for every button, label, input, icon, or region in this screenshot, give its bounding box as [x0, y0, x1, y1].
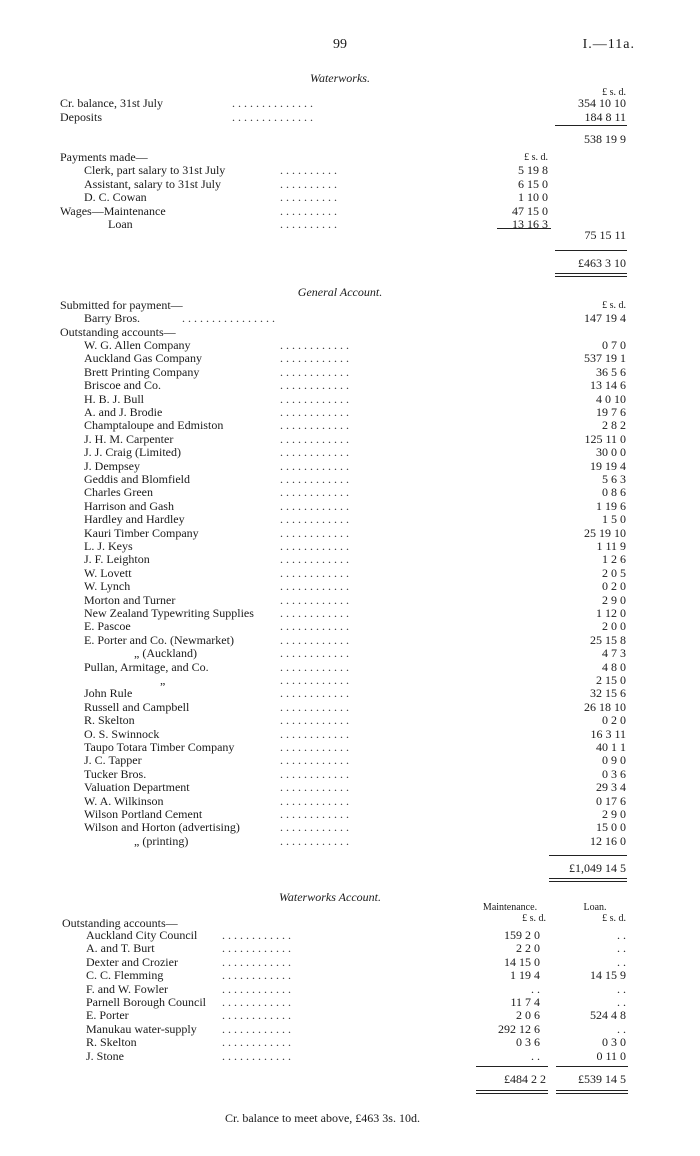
leader-dots: . . . . . . . . . . . .: [222, 954, 291, 969]
amount: 12 16 0: [590, 833, 626, 848]
amount: 47 15 0: [512, 203, 548, 218]
leader-dots: . . . . . . . . . .: [280, 203, 337, 218]
double-rule: [556, 1093, 628, 1094]
table-row: [0, 956, 700, 969]
amount: 25 19 10: [584, 525, 626, 540]
row-label: L. J. Keys: [84, 539, 133, 553]
table-row: [0, 312, 700, 325]
rule: [555, 125, 627, 126]
amount: 13 16 3: [512, 217, 548, 231]
row-label: Clerk, part salary to 31st July: [84, 163, 226, 177]
row-label: Kauri Timber Company: [84, 525, 199, 540]
amount: 2 0 0: [602, 619, 626, 634]
leader-dots: . . . . . . . . . . . .: [222, 968, 291, 983]
row-label: Dexter and Crozier: [86, 954, 178, 969]
row-label: Briscoe and Co.: [84, 378, 161, 393]
leader-dots: . . . . . . . . . . . .: [280, 659, 349, 674]
table-row: [0, 446, 700, 459]
leader-dots: . . . . . . . . . . . .: [280, 512, 349, 527]
table-row: [0, 661, 700, 674]
leader-dots: . . . . . . . . . . . .: [222, 981, 291, 996]
table-row: [0, 594, 700, 607]
table-row: [0, 634, 700, 647]
leader-dots: . . . . . . . . . . . .: [280, 445, 349, 460]
amount: 0 3 6: [602, 766, 626, 781]
row-label: Wilson and Horton (advertising): [84, 820, 240, 835]
row-label: C. C. Flemming: [86, 968, 164, 983]
amount: 36 5 6: [596, 364, 626, 379]
leader-dots: . . . . . . . . . . . .: [280, 592, 349, 607]
row-label: H. B. J. Bull: [84, 391, 145, 406]
loan-amount: . .: [617, 954, 626, 969]
table-row: [0, 1009, 700, 1022]
amount: 6 15 0: [518, 176, 548, 191]
leader-dots: . . . . . . . . . . . .: [280, 780, 349, 795]
amount: 4 7 3: [602, 646, 626, 661]
row-label: W. G. Allen Company: [84, 338, 191, 352]
maintenance-amount: 292 12 6: [498, 1021, 540, 1036]
row-label: A. and T. Burt: [86, 941, 155, 956]
table-row: [0, 929, 700, 942]
table-row: [0, 97, 700, 110]
loan-amount: . .: [617, 995, 626, 1009]
row-label: Hardley and Hardley: [84, 512, 185, 527]
leader-dots: . . . . . . . . . . . .: [280, 753, 349, 768]
row-label: Wilson Portland Cement: [84, 807, 203, 821]
amount: 354 10 10: [578, 96, 626, 110]
waterworks-title: Waterworks.: [310, 71, 370, 85]
payments-heading: Payments made—: [60, 150, 148, 164]
row-label: Loan: [108, 217, 133, 231]
amount: 1 11 9: [596, 539, 626, 553]
amount: 19 7 6: [596, 405, 626, 419]
row-label: J. Stone: [86, 1048, 125, 1063]
table-row: [0, 473, 700, 486]
leader-dots: . . . . . . . . . . . .: [222, 1021, 291, 1036]
outstanding-heading: Outstanding accounts—: [60, 325, 176, 339]
amount: 0 17 6: [596, 793, 626, 808]
leader-dots: . . . . . . . . . . . .: [280, 619, 349, 634]
table-row: [0, 352, 700, 365]
leader-dots: . . . . . . . . . . . .: [222, 1008, 291, 1023]
table-row: [0, 728, 700, 741]
table-row: [0, 513, 700, 526]
leader-dots: . . . . . . . . . . . .: [280, 740, 349, 754]
leader-dots: . . . . . . . . . . . .: [280, 418, 349, 433]
table-row: [0, 647, 700, 660]
row-label: Auckland Gas Company: [84, 351, 202, 366]
leader-dots: . . . . . . . . . .: [280, 176, 337, 191]
table-row: [0, 379, 700, 392]
leader-dots: . . . . . . . . . . . .: [280, 351, 349, 366]
row-label: Wages—Maintenance: [60, 203, 166, 218]
table-row: [0, 205, 700, 218]
rule: [555, 250, 627, 251]
table-row: [0, 460, 700, 473]
leader-dots: . . . . . . . . . . . .: [280, 807, 349, 821]
general-account-title: General Account.: [297, 285, 383, 299]
table-row: [0, 821, 700, 834]
leader-dots: . . . . . . . . . .: [280, 217, 337, 231]
maintenance-amount: 2 2 0: [516, 941, 540, 956]
row-label: Pullan, Armitage, and Co.: [84, 659, 209, 674]
row-label: „: [160, 673, 166, 687]
leader-dots: . . . . . . . . . . . .: [280, 699, 349, 714]
double-rule: [556, 1090, 628, 1091]
amount: 2 9 0: [602, 592, 626, 607]
loan-amount: 0 11 0: [596, 1048, 626, 1063]
amount: 32 15 6: [590, 686, 626, 701]
table-row: [0, 741, 700, 754]
row-label: W. A. Wilkinson: [84, 793, 164, 808]
row-label: J. Dempsey: [84, 458, 140, 473]
general-total: £1,049 14 5: [569, 861, 626, 875]
maintenance-amount: . .: [531, 981, 540, 996]
amount: 0 2 0: [602, 579, 626, 594]
leader-dots: . . . . . . . . . .: [280, 190, 337, 204]
row-label: Assistant, salary to 31st July: [84, 176, 221, 191]
loan-amount: . .: [617, 981, 626, 996]
amount: 2 8 2: [602, 418, 626, 433]
row-label: J. C. Tapper: [84, 753, 142, 768]
row-label: Barry Bros.: [84, 311, 140, 325]
leader-dots: . . . . . . . . . . . .: [280, 431, 349, 446]
amount: 13 14 6: [590, 378, 626, 393]
maintenance-amount: 11 7 4: [510, 995, 540, 1009]
row-label: John Rule: [84, 686, 133, 701]
amount: 26 18 10: [584, 699, 626, 714]
page-number: 99: [333, 37, 347, 52]
row-label: Champtaloupe and Edmiston: [84, 418, 224, 433]
amount: 16 3 11: [590, 726, 626, 741]
loan-amount: . .: [617, 1021, 626, 1036]
leader-dots: . . . . . . . . . . . . . .: [232, 96, 313, 110]
row-label: W. Lynch: [84, 579, 131, 594]
leader-dots: . . . . . . . . . . . .: [280, 793, 349, 808]
row-label: A. and J. Brodie: [84, 405, 163, 419]
leader-dots: . . . . . . . . . . . .: [280, 378, 349, 393]
table-row: [0, 714, 700, 727]
leader-dots: . . . . . . . . . . . .: [222, 1035, 291, 1050]
maintenance-amount: 2 0 6: [516, 1008, 540, 1023]
table-row: [0, 366, 700, 379]
double-rule: [549, 881, 627, 882]
leader-dots: . . . . . . . . . . . .: [222, 941, 291, 956]
row-label: Valuation Department: [84, 780, 190, 795]
table-row: [0, 567, 700, 580]
loan-amount: 14 15 9: [590, 968, 626, 983]
leader-dots: . . . . . . . . . . . .: [280, 338, 349, 352]
amount: 25 15 8: [590, 632, 626, 647]
payments-total: 75 15 11: [584, 228, 626, 242]
row-label: Deposits: [60, 110, 102, 124]
leader-dots: . . . . . . . . . . . . . .: [232, 110, 313, 124]
table-row: [0, 781, 700, 794]
table-row: [0, 164, 700, 177]
row-label: Harrison and Gash: [84, 498, 174, 513]
table-row: [0, 607, 700, 620]
row-label: E. Pascoe: [84, 619, 131, 634]
row-label: R. Skelton: [86, 1035, 137, 1050]
amount: 1 19 6: [596, 498, 626, 513]
maintenance-amount: 1 19 4: [510, 968, 540, 983]
table-row: [0, 768, 700, 781]
amount: 1 12 0: [596, 606, 626, 620]
row-label: R. Skelton: [84, 713, 135, 728]
waterworks-account-title: Waterworks Account.: [279, 890, 381, 904]
table-row: [0, 339, 700, 352]
amount: 537 19 1: [584, 351, 626, 366]
row-label: W. Lovett: [84, 565, 132, 580]
double-rule: [476, 1093, 548, 1094]
submitted-heading: Submitted for payment—: [60, 298, 183, 312]
amount: 4 0 10: [596, 391, 626, 406]
leader-dots: . . . . . . . . . . . .: [280, 472, 349, 486]
rule: [476, 1066, 548, 1067]
currency-header: £ s. d.: [522, 913, 546, 924]
amount: 4 8 0: [602, 659, 626, 674]
amount: 1 5 0: [602, 512, 626, 527]
leader-dots: . . . . . . . . . . . .: [280, 673, 349, 687]
table-row: [0, 808, 700, 821]
amount: 29 3 4: [596, 780, 626, 795]
row-label: New Zealand Typewriting Supplies: [84, 606, 254, 620]
leader-dots: . . . . . . . . . . . .: [280, 458, 349, 473]
leader-dots: . . . . . . . . . . . .: [222, 1048, 291, 1063]
row-label: J. F. Leighton: [84, 552, 150, 567]
leader-dots: . . . . . . . . . . . . . . . .: [182, 311, 275, 325]
table-row: [0, 795, 700, 808]
leader-dots: . . . . . . . . . . . .: [280, 498, 349, 513]
maintenance-column-header: Maintenance.: [482, 902, 538, 913]
table-row: [0, 406, 700, 419]
table-row: [0, 835, 700, 848]
table-row: [0, 983, 700, 996]
double-rule: [555, 276, 627, 277]
maintenance-amount: 0 3 6: [516, 1035, 540, 1050]
leader-dots: . . . . . . . . . . . .: [280, 485, 349, 500]
leader-dots: . . . . . . . . . . . .: [280, 391, 349, 406]
table-row: [0, 191, 700, 204]
row-label: Taupo Totara Timber Company: [84, 740, 235, 754]
row-label: Morton and Turner: [84, 592, 176, 607]
table-row: [0, 393, 700, 406]
amount: 0 8 6: [602, 485, 626, 500]
loan-amount: 0 3 0: [602, 1035, 626, 1050]
row-label: Charles Green: [84, 485, 153, 500]
amount: 0 7 0: [602, 338, 626, 352]
leader-dots: . . . . . . . . . . . .: [280, 646, 349, 661]
row-label: Russell and Campbell: [84, 699, 190, 714]
amount: 5 6 3: [602, 472, 626, 486]
amount: 1 2 6: [602, 552, 626, 567]
table-row: [0, 540, 700, 553]
table-row: [0, 111, 700, 124]
amount: 0 9 0: [602, 753, 626, 768]
row-label: Cr. balance, 31st July: [60, 96, 163, 110]
amount: 125 11 0: [584, 431, 626, 446]
table-row: [0, 996, 700, 1009]
row-label: J. J. Craig (Limited): [84, 445, 181, 460]
table-row: [0, 942, 700, 955]
amount: 2 0 5: [602, 565, 626, 580]
leader-dots: . . . . . . . . . . . .: [280, 726, 349, 741]
table-row: [0, 701, 700, 714]
row-label: Brett Printing Company: [84, 364, 200, 379]
table-row: [0, 178, 700, 191]
currency-header: £ s. d.: [602, 913, 626, 924]
row-label: D. C. Cowan: [84, 190, 147, 204]
loan-amount: . .: [617, 928, 626, 942]
leader-dots: . . . . . . . . . . . .: [280, 686, 349, 701]
table-row: [0, 687, 700, 700]
amount: 40 1 1: [596, 740, 626, 754]
waterworks-balance: £463 3 10: [578, 256, 626, 270]
leader-dots: . . . . . . . . . . . .: [280, 833, 349, 848]
leader-dots: . . . . . . . . . .: [280, 163, 337, 177]
outstanding-heading: Outstanding accounts—: [62, 916, 178, 930]
leader-dots: . . . . . . . . . . . .: [280, 565, 349, 580]
amount: 15 0 0: [596, 820, 626, 835]
leader-dots: . . . . . . . . . . . .: [280, 766, 349, 781]
leader-dots: . . . . . . . . . . . .: [280, 539, 349, 553]
row-label: „ (Auckland): [134, 646, 197, 661]
receipts-total: 538 19 9: [584, 132, 626, 146]
leader-dots: . . . . . . . . . . . .: [280, 606, 349, 620]
row-label: „ (printing): [134, 833, 189, 848]
row-label: E. Porter and Co. (Newmarket): [84, 632, 234, 647]
leader-dots: . . . . . . . . . . . .: [280, 552, 349, 567]
leader-dots: . . . . . . . . . . . .: [280, 364, 349, 379]
leader-dots: . . . . . . . . . . . .: [222, 928, 291, 942]
currency-header-inner: £ s. d.: [524, 152, 548, 163]
loan-total: £539 14 5: [578, 1072, 626, 1086]
row-label: Manukau water-supply: [86, 1021, 197, 1036]
table-row: [0, 433, 700, 446]
row-label: F. and W. Fowler: [86, 981, 169, 996]
footer-note: Cr. balance to meet above, £463 3s. 10d.: [225, 1111, 420, 1125]
maintenance-amount: . .: [531, 1048, 540, 1063]
amount: 2 15 0: [596, 673, 626, 687]
row-label: J. H. M. Carpenter: [84, 431, 174, 446]
currency-header: £ s. d.: [602, 87, 626, 98]
amount: 5 19 8: [518, 163, 548, 177]
row-label: E. Porter: [86, 1008, 129, 1023]
row-label: O. S. Swinnock: [84, 726, 160, 741]
table-row: [0, 969, 700, 982]
table-row: [0, 500, 700, 513]
leader-dots: . . . . . . . . . . . .: [280, 579, 349, 594]
amount: 2 9 0: [602, 807, 626, 821]
table-row: [0, 1036, 700, 1049]
row-label: Tucker Bros.: [84, 766, 147, 781]
maintenance-amount: 14 15 0: [504, 954, 540, 969]
amount: 19 19 4: [590, 458, 626, 473]
table-row: [0, 527, 700, 540]
document-reference: I.—11a.: [582, 37, 635, 52]
leader-dots: . . . . . . . . . . . .: [280, 405, 349, 419]
table-row: [0, 754, 700, 767]
double-rule: [555, 273, 627, 274]
row-label: Parnell Borough Council: [86, 995, 206, 1009]
row-label: Auckland City Council: [86, 928, 198, 942]
amount: 30 0 0: [596, 445, 626, 460]
loan-column-header: Loan.: [583, 902, 607, 913]
maintenance-amount: 159 2 0: [504, 928, 540, 942]
amount: 147 19 4: [584, 311, 626, 325]
currency-header: £ s. d.: [602, 300, 626, 311]
row-label: Geddis and Blomfield: [84, 472, 190, 486]
loan-amount: 524 4 8: [590, 1008, 626, 1023]
leader-dots: . . . . . . . . . . . .: [280, 632, 349, 647]
amount: 1 10 0: [518, 190, 548, 204]
leader-dots: . . . . . . . . . . . .: [280, 820, 349, 835]
table-row: [0, 553, 700, 566]
rule: [549, 855, 627, 856]
table-row: [0, 674, 700, 687]
leader-dots: . . . . . . . . . . . .: [280, 713, 349, 728]
rule: [556, 1066, 628, 1067]
table-row: [0, 486, 700, 499]
maintenance-total: £484 2 2: [504, 1072, 546, 1086]
table-row: [0, 580, 700, 593]
table-row: [0, 419, 700, 432]
amount: 184 8 11: [584, 110, 626, 124]
table-row: [0, 620, 700, 633]
double-rule: [549, 878, 627, 879]
double-rule: [476, 1090, 548, 1091]
leader-dots: . . . . . . . . . . . .: [222, 995, 291, 1009]
amount: 0 2 0: [602, 713, 626, 728]
loan-amount: . .: [617, 941, 626, 956]
table-row: [0, 1050, 700, 1063]
leader-dots: . . . . . . . . . . . .: [280, 525, 349, 540]
table-row: [0, 1023, 700, 1036]
